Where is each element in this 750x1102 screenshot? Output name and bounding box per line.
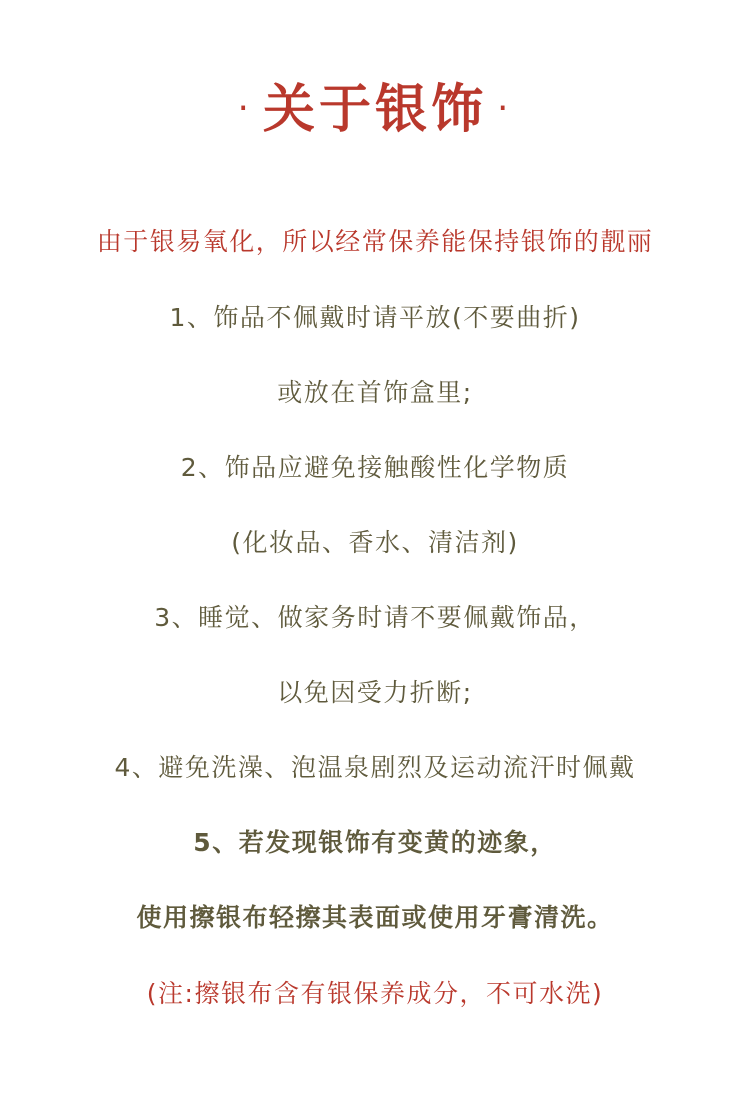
care-line-9: 使用擦银布轻擦其表面或使用牙膏清洗。	[136, 903, 614, 932]
care-line-5: 3、睡觉、做家务时请不要佩戴饰品，	[154, 603, 596, 632]
care-line-8: 5、若发现银饰有变黄的迹象，	[193, 828, 557, 857]
care-line-6: 以免因受力折断;	[277, 678, 473, 707]
care-line-4: (化妆品、香水、清洁剂)	[231, 528, 519, 557]
page-title	[0, 72, 750, 151]
care-line-3: 2、饰品应避免接触酸性化学物质	[180, 453, 570, 482]
note-text: (注:擦银布含有银保养成分，不可水洗)	[146, 979, 604, 1008]
care-line-2: 或放在首饰盒里;	[277, 378, 473, 407]
title-dot-right: ·	[497, 88, 513, 129]
care-line-1: 1、饰品不佩戴时请平放(不要曲折)	[169, 303, 581, 332]
title-dot-left: ·	[237, 88, 253, 129]
care-line-7: 4、避免洗澡、泡温泉剧烈及运动流汗时佩戴	[114, 753, 636, 782]
intro-text: 由于银易氧化，所以经常保养能保持银饰的靓丽	[96, 227, 654, 256]
title-text: 关于银饰	[262, 80, 487, 140]
